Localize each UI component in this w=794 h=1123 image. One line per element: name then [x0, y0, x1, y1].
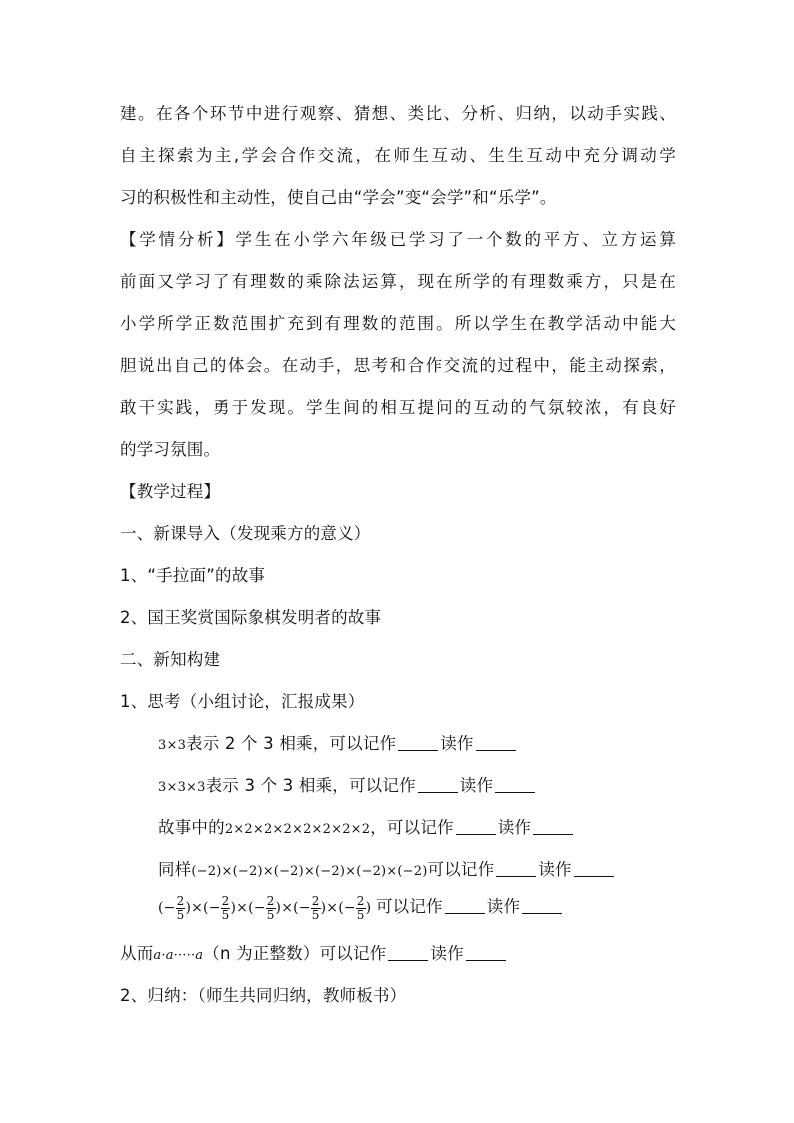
answer-blank	[495, 776, 535, 793]
answer-blank	[388, 944, 428, 961]
paragraph-line: 习的积极性和主动性，使自己由“学会”变“会学”和“乐学”。	[120, 188, 557, 207]
fraction-numerator: 2	[266, 893, 275, 908]
paren-close: )	[365, 900, 372, 916]
paren-open: (−	[293, 900, 311, 916]
fraction-numerator: 2	[176, 893, 185, 908]
exercise-prefix: 同样	[158, 860, 192, 879]
paren-close: )	[230, 900, 237, 916]
fraction-denominator: 5	[311, 907, 320, 922]
paren-open: (−	[248, 900, 266, 916]
fraction	[356, 895, 366, 922]
exercise-text: 表示 3 个 3 相乘，可以记作	[205, 776, 416, 795]
read-as-label: 读作	[459, 776, 494, 795]
heading-build: 二、新知构建	[120, 650, 221, 669]
fraction-denominator: 5	[221, 907, 230, 922]
read-as-label: 读作	[486, 897, 521, 916]
exercise-prefix: 从而	[120, 944, 154, 963]
fraction-denominator: 5	[356, 907, 365, 922]
times-sign: ×	[191, 900, 204, 916]
times-sign: ×	[281, 900, 294, 916]
fraction-numerator: 2	[356, 893, 365, 908]
math-expression: 2×2×2×2×2×2×2×2	[224, 822, 371, 837]
math-expression: 3×3	[158, 738, 187, 753]
exercise-line	[158, 859, 616, 883]
exercise-line	[158, 733, 518, 757]
exercise-line	[158, 892, 564, 923]
fraction-product	[158, 893, 376, 922]
read-as-label: 读作	[440, 734, 474, 753]
answer-blank	[476, 734, 516, 751]
exercise-line	[120, 943, 508, 967]
paragraph-line: 【学情分析】学生在小学六年级已学习了一个数的平方、立方运算	[120, 230, 676, 249]
exercise-text: 表示 2 个 3 相乘，可以记作	[186, 734, 397, 753]
heading-intro: 一、新课导入（发现乘方的意义）	[120, 524, 371, 543]
paragraph-line: 的学习氛围。	[120, 440, 221, 459]
math-expression: a·a·····a	[153, 948, 204, 963]
exercise-text: ，可以记作	[370, 818, 454, 837]
times-sign: ×	[326, 900, 339, 916]
paragraph-line: 前面又学习了有理数的乘除法运算，现在所学的有理数乘方，只是在	[120, 272, 676, 291]
fraction-numerator: 2	[311, 893, 320, 908]
fraction-numerator: 2	[221, 893, 230, 908]
exercise-text: （n 为正整数）可以记作	[203, 944, 387, 963]
answer-blank	[533, 818, 573, 835]
exercise-line	[158, 817, 575, 841]
answer-blank	[496, 860, 536, 877]
fraction-denominator: 5	[266, 907, 275, 922]
read-as-label: 读作	[538, 860, 572, 879]
paragraph-line: 自主探索为主,学会合作交流，在师生互动、生生互动中充分调动学	[120, 146, 676, 165]
fraction	[311, 895, 321, 922]
paragraph-line: 胆说出自己的体会。在动手，思考和合作交流的过程中，能主动探索，	[120, 356, 676, 375]
exercise-prefix: 故事中的	[158, 818, 225, 837]
paren-open: (−	[158, 900, 176, 916]
list-item: 2、国王奖赏国际象棋发明者的故事	[120, 608, 382, 627]
fraction	[266, 895, 276, 922]
times-sign: ×	[236, 900, 249, 916]
paragraph-line: 敢干实践，勇于发现。学生间的相互提问的互动的气氛较浓，有良好	[120, 398, 676, 417]
list-item: 1、“手拉面”的故事	[120, 566, 266, 585]
answer-blank	[445, 897, 485, 914]
exercise-text: 可以记作	[427, 860, 495, 879]
answer-blank	[574, 860, 614, 877]
math-expression: 3×3×3	[158, 780, 206, 795]
paren-open: (−	[338, 900, 356, 916]
answer-blank	[398, 734, 438, 751]
answer-blank	[418, 776, 458, 793]
exercise-text: 可以记作	[375, 897, 443, 916]
read-as-label: 读作	[497, 818, 532, 837]
list-item: 1、思考（小组讨论，汇报成果）	[120, 692, 365, 711]
read-as-label: 读作	[430, 944, 464, 963]
fraction	[221, 895, 231, 922]
math-expression: (−2)×(−2)×(−2)×(−2)×(−2)×(−2)	[191, 864, 428, 879]
fraction-denominator: 5	[176, 907, 185, 922]
paren-open: (−	[203, 900, 221, 916]
exercise-line	[158, 775, 537, 799]
answer-blank	[522, 897, 562, 914]
paragraph-line: 建。在各个环节中进行观察、猜想、类比、分析、归纳，以动手实践、	[120, 104, 676, 123]
fraction	[176, 895, 186, 922]
paren-close: )	[320, 900, 327, 916]
list-item: 2、归纳：（师生共同归纳，教师板书）	[120, 986, 407, 1005]
paragraph-line: 小学所学正数范围扩充到有理数的范围。所以学生在教学活动中能大	[120, 314, 676, 333]
paren-close: )	[275, 900, 282, 916]
answer-blank	[456, 818, 496, 835]
answer-blank	[466, 944, 506, 961]
heading-teaching-process: 【教学过程】	[120, 482, 221, 501]
paren-close: )	[185, 900, 192, 916]
